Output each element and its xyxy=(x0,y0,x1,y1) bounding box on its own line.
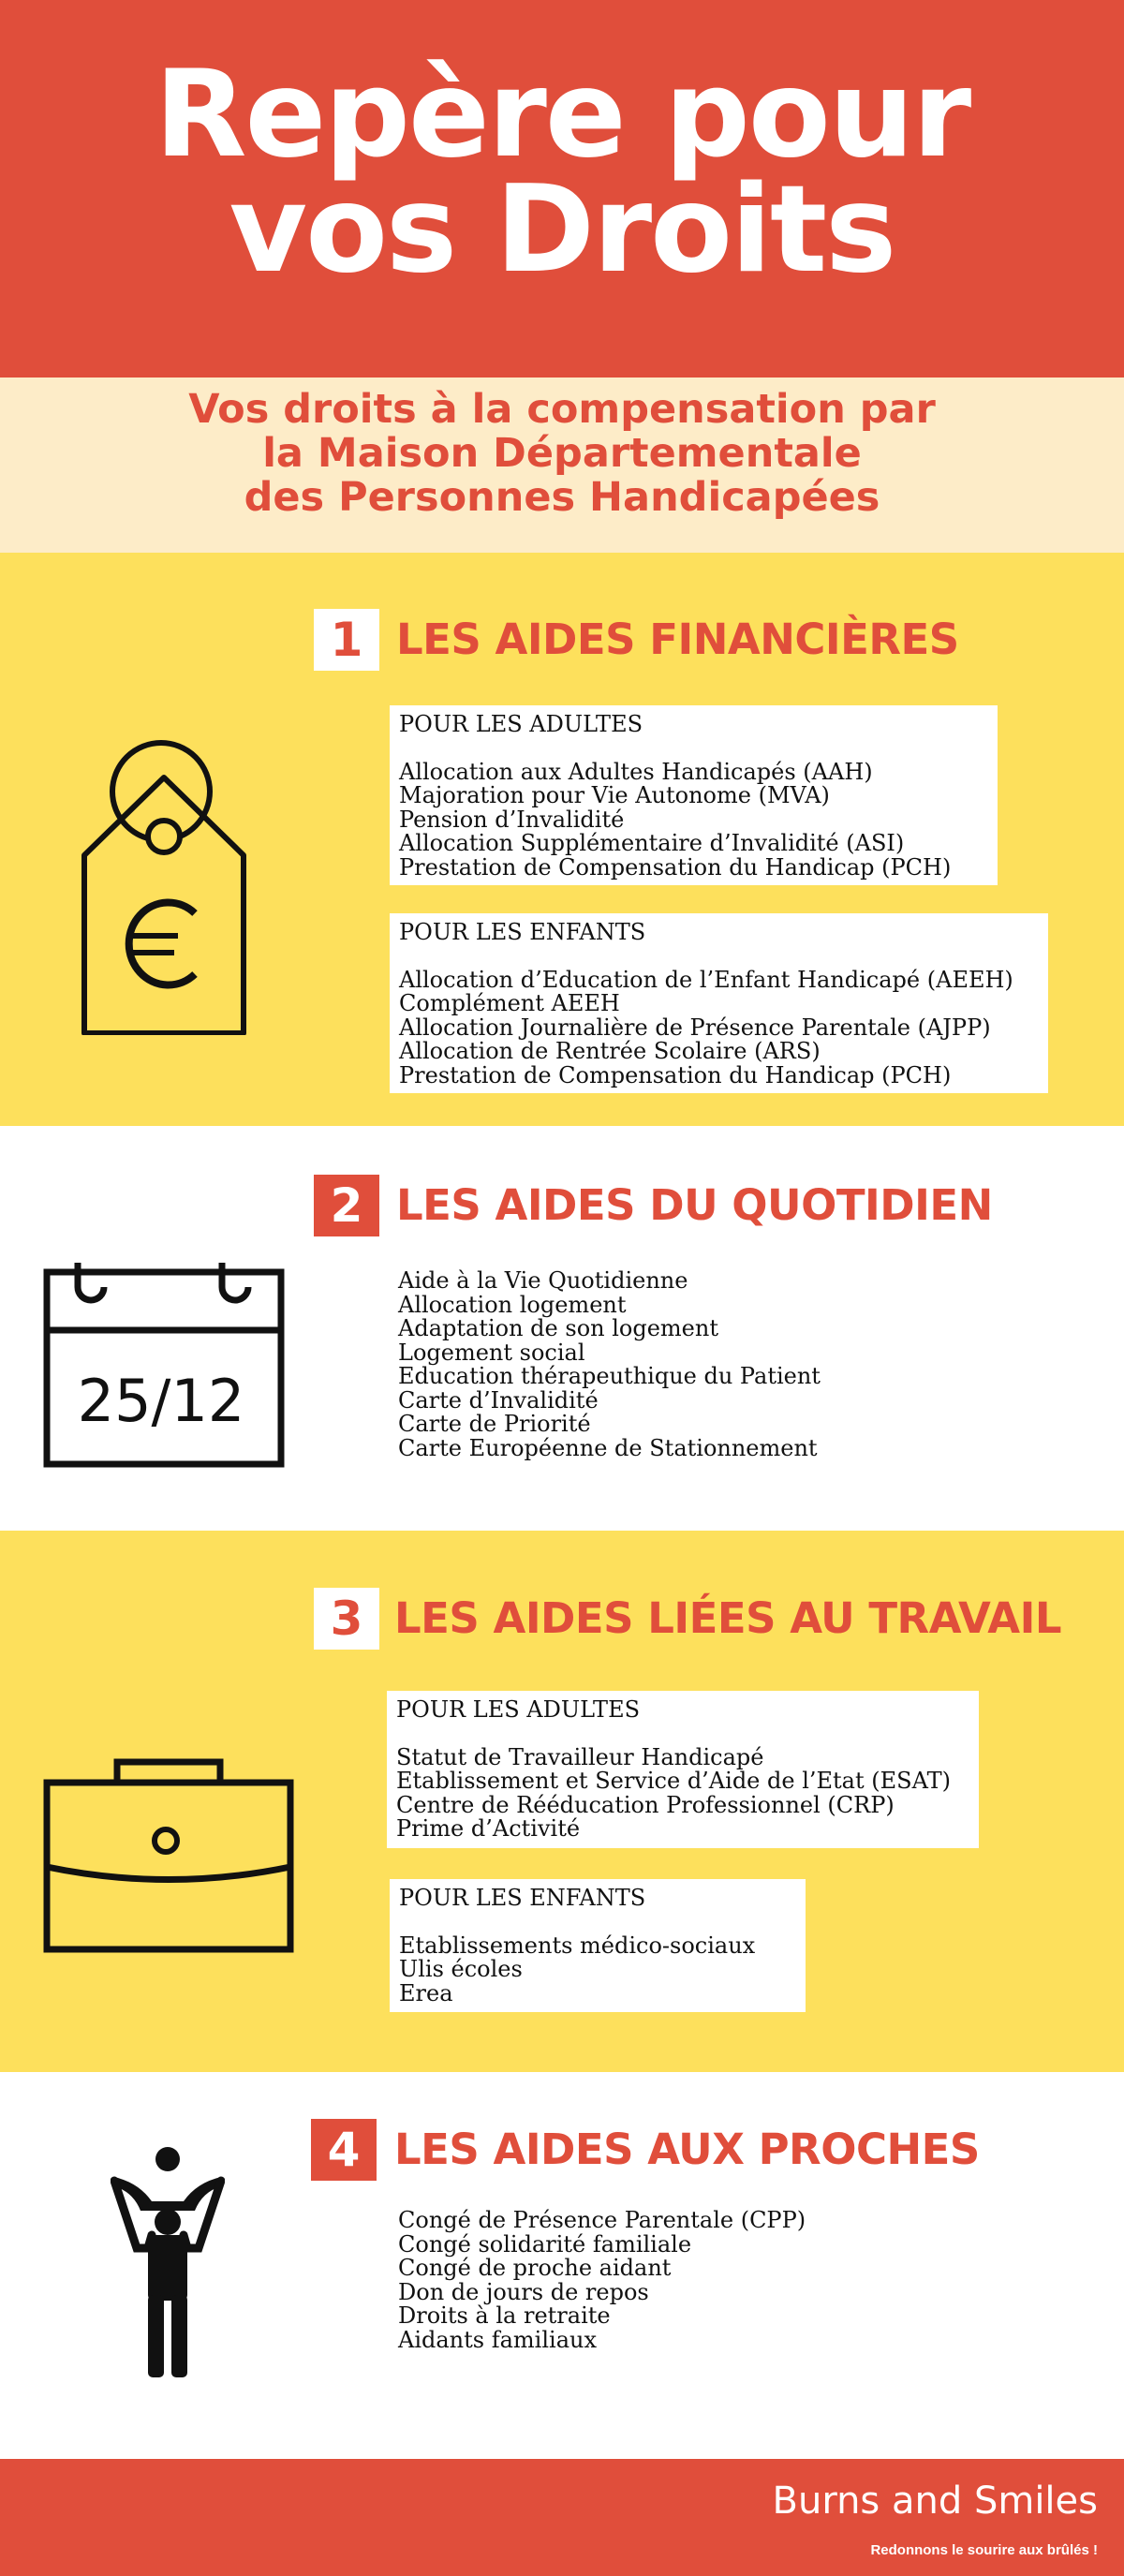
section-number: 2 xyxy=(314,1175,379,1236)
list-item: Majoration pour Vie Autonome (MVA) xyxy=(399,782,830,808)
group-label: POUR LES ADULTES xyxy=(399,711,643,737)
list-item: Congé de proche aidant xyxy=(398,2255,672,2281)
list-item: Centre de Rééducation Professionnel (CRP) xyxy=(396,1791,895,1818)
section-title: LES AIDES LIÉES AU TRAVAIL xyxy=(394,1593,1061,1643)
calendar-icon xyxy=(42,1255,286,1471)
group-label: POUR LES ENFANTS xyxy=(399,1885,646,1911)
brand-logo: Burns and Smiles xyxy=(772,2480,1098,2523)
section-number: 4 xyxy=(311,2119,377,2181)
card-adults-work xyxy=(387,1691,979,1848)
list-item: Pension d’Invalidité xyxy=(399,806,625,833)
section-number: 3 xyxy=(314,1588,379,1650)
card-children-work xyxy=(390,1879,806,2012)
list-item: Prestation de Compensation du Handicap (PCH) xyxy=(399,1061,952,1088)
list-item: Allocation logement xyxy=(398,1291,627,1318)
list-item: Aide à la Vie Quotidienne xyxy=(398,1267,688,1294)
page-title-line-1: Repère pour xyxy=(154,45,970,185)
list-item: Allocation aux Adultes Handicapés (AAH) xyxy=(399,758,873,785)
price-tag-euro-icon xyxy=(75,735,253,1035)
list-item: Logement social xyxy=(398,1339,585,1366)
list-item: Statut de Travailleur Handicapé xyxy=(396,1743,764,1770)
brand-tagline: Redonnons le sourire aux brûlés ! xyxy=(870,2542,1098,2558)
list-item: Complément AEEH xyxy=(399,990,620,1016)
subtitle-line-3: des Personnes Handicapées xyxy=(244,474,880,521)
family-aid-list xyxy=(398,2209,806,2352)
list-item: Allocation Journalière de Présence Parentale (AJPP) xyxy=(399,1014,991,1041)
list-item: Allocation d’Education de l’Enfant Handicapé (AEEH) xyxy=(399,966,1013,993)
list-item: Droits à la retraite xyxy=(398,2302,611,2329)
list-item: Carte d’Invalidité xyxy=(398,1386,599,1414)
calendar-date: 25/12 xyxy=(77,1367,245,1435)
list-item: Don de jours de repos xyxy=(398,2278,649,2305)
list-item: Erea xyxy=(399,1979,453,2006)
group-label: POUR LES ADULTES xyxy=(396,1696,641,1723)
card-adults-financial xyxy=(390,705,998,885)
card-children-financial xyxy=(390,913,1048,1093)
briefcase-icon xyxy=(42,1756,295,1953)
list-item: Prime d’Activité xyxy=(396,1815,581,1842)
section-title: LES AIDES AUX PROCHES xyxy=(394,2124,980,2174)
list-item: Congé de Présence Parentale (CPP) xyxy=(398,2207,806,2233)
subtitle-line-2: la Maison Départementale xyxy=(262,430,862,477)
section-number: 1 xyxy=(314,609,379,671)
list-item: Prestation de Compensation du Handicap (PCH) xyxy=(399,853,952,881)
list-item: Education thérapeuthique du Patient xyxy=(398,1363,821,1389)
list-item: Congé solidarité familiale xyxy=(398,2230,692,2258)
list-item: Etablissement et Service d’Aide de l’Etat (ESAT) xyxy=(396,1768,951,1794)
list-item: Allocation de Rentrée Scolaire (ARS) xyxy=(399,1038,821,1064)
list-item: Ulis écoles xyxy=(399,1956,523,1982)
list-item: Carte de Priorité xyxy=(398,1411,591,1437)
list-item: Adaptation de son logement xyxy=(398,1315,718,1341)
subtitle-line-1: Vos droits à la compensation par xyxy=(188,386,936,433)
list-item: Carte Européenne de Stationnement xyxy=(398,1434,818,1461)
list-item: Etablissements médico-sociaux xyxy=(399,1932,756,1959)
daily-aid-list xyxy=(398,1269,821,1460)
parent-child-icon xyxy=(111,2145,225,2379)
group-label: POUR LES ENFANTS xyxy=(399,919,646,945)
list-item: Aidants familiaux xyxy=(398,2326,598,2353)
section-title: LES AIDES DU QUOTIDIEN xyxy=(396,1180,993,1230)
section-title: LES AIDES FINANCIÈRES xyxy=(396,614,959,664)
page-title-line-2: vos Droits xyxy=(229,160,895,300)
list-item: Allocation Supplémentaire d’Invalidité (ASI) xyxy=(399,830,905,856)
